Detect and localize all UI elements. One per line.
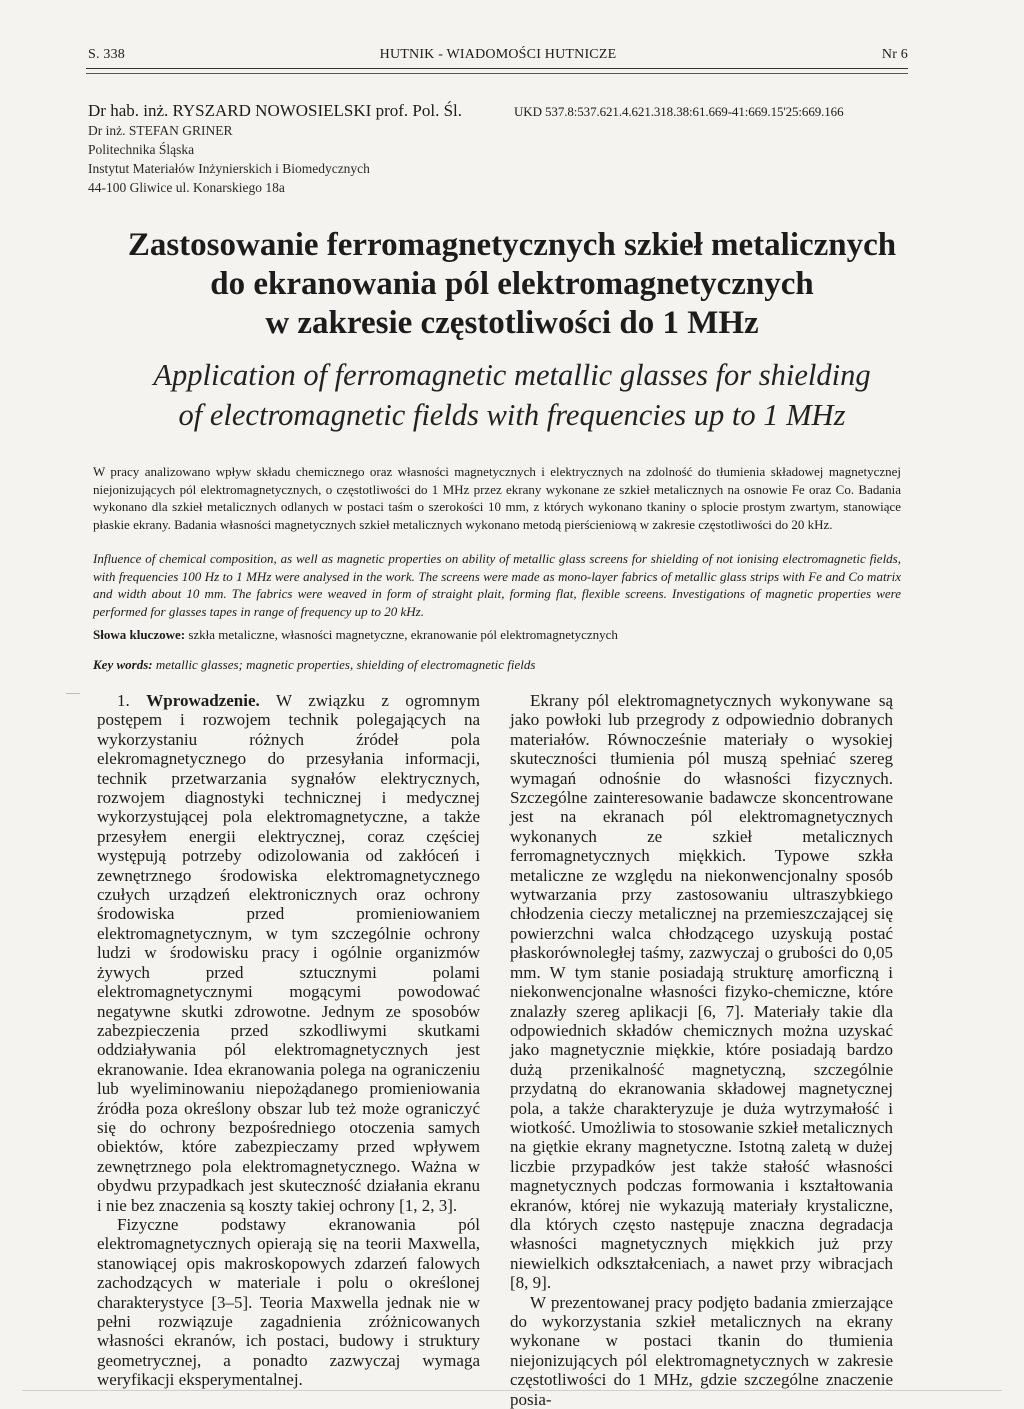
keywords-polish (93, 626, 901, 644)
body-paragraph: W prezentowanej pracy podjęto badania zmierzające do wykorzystania szkieł metalicznych na ekrany wykonane w postaci tkanin do tłumienia niejonizujących pól elektromagnetycznych w zakresie częstotliwości do 1 MHz, gdzie szczególne znaczenie posia- (510, 1292, 893, 1409)
issue-number: Nr 6 (881, 47, 908, 62)
header-rule-top (86, 68, 908, 69)
keywords-polish-text: szkła metaliczne, własności magnetyczne, ekranowanie pól elektromagnetycznych (185, 627, 618, 642)
title-polish-line: Zastosowanie ferromagnetycznych szkieł metalicznych (127, 227, 897, 263)
page-number: S. 338 (88, 47, 125, 62)
title-english-line: Application of ferromagnetic metallic glasses for shielding (153, 358, 871, 392)
title-english-line: of electromagnetic fields with frequencies up to 1 MHz (178, 398, 846, 432)
paragraph-text: W związku z ogromnym postępem i rozwojem technik polegających na wykorzystaniu różnych źródeł pola elekromagnetycznego do przesyłania informacji, technik przetwarzania sygnałów elektrycznych, rozwojem diagnostyki technicznej i medycznej wykorzystującej pola elektromagnetyczne, a także przesyłem energii elektrycznej, coraz częściej występują potrzeby odizolowania od zakłóceń i zewnętrznego środowiska elektromagnetycznego czułych urządzeń elektronicznych oraz ochrony środowiska przed promieniowaniem elektromagnetycznym, w tym szczególnie ochrony ludzi w środowisku pracy i ogólnie organizmów żywych przed sztucznymi polami elektromagnetycznymi mogącymi powodować negatywne skutki zdrowotne. Jednym ze sposobów zabezpieczenia przed szkodliwymi skutkami oddziaływania pól elektromagnetycznych jest ekranowanie. Idea ekranowania polega na ograniczeniu lub wyeliminowaniu niepożądanego promieniowania źródła poza określony obszar lub też może ograniczyć się do ochrony bezpośredniego otoczenia samych obiektów, które zabezpieczamy przed wpływem zewnętrznego pola elektromagnetycznego. Ważna w obydwu przypadkach jest skuteczność działania ekranu i nie bez znaczenia są koszty takiej ochrony [1, 2, 3]. (97, 691, 481, 1215)
title-polish-line: do ekranowania pól elektromagnetycznych (210, 266, 814, 302)
section-number: 1. (117, 691, 130, 710)
title-english (88, 355, 936, 435)
page-bottom-edge (22, 1390, 1002, 1391)
body-column-right (510, 691, 893, 1409)
keywords-polish-label: Słowa kluczowe: (93, 627, 186, 642)
header-rule-bottom (86, 73, 908, 74)
udk-classification: UKD 537.8:537.621.4.621.318.38:61.669-41:669.15'25:669.166 (514, 104, 844, 119)
journal-title: HUTNIK - WIADOMOŚCI HUTNICZE (379, 47, 617, 62)
keywords-english (93, 656, 901, 674)
keywords-english-label: Key words: (93, 657, 153, 672)
body-paragraph: Ekrany pól elektromagnetycznych wykonywane są jako powłoki lub przegrody z odpowiednio dobranych materiałów. Równocześnie materiały o wysokiej skuteczności tłumienia pól muszą spełniać szereg wymagań odnośnie do własności fizycznych. Szczególne zainteresowanie badawcze skoncentrowane jest na ekranach pól elektromagnetycznych wykonanych ze szkieł metalicznych ferromagnetycznych miękkich. Typowe szkła metaliczne ze względu na niekonwencjonalny sposób wytwarzania przy zastosowaniu ultraszybkiego chłodzenia cieczy metalicznej na przemieszczającej się powierzchni walca chłodzącego uzyskują postać płaskorównoległej taśmy, zazwyczaj o grubości do 0,05 mm. W tym stanie posiadają strukturę amorficzną i niekonwencjonalne własności fizyko-chemiczne, które znalazły szereg aplikacji [6, 7]. Materiały takie dla odpowiednich składów chemicznych można uzyskać jako magnetycznie miękkie, które posiadają bardzo dużą przenikalność magnetyczną, szczególnie przydatną do ekranowania składowej magnetycznej pola, a także charakteryzuje je duża wytrzymałość i wiotkość. Umożliwia to stosowanie szkieł metalicznych na giętkie ekrany magnetyczne. Istotną zaletą w dużej liczbie przypadków jest także stałość własności magnetycznych podczas formowania i kształtowania ekranów, której nie wykazują materiały krystaliczne, dla których często następuje znaczna degradacja własności magnetycznych miękkich już przy niewielkich odkształceniach, a nawet przy wibracjach [8, 9]. (510, 691, 893, 1293)
affiliation-institute: Instytut Materiałów Inżynierskich i Biomedycznych (88, 161, 370, 176)
body-paragraph: Fizyczne podstawy ekranowania pól elektromagnetycznych opierają się na teorii Maxwella, stanowiącej opis makroskopowych zdarzeń falowych zachodzących w materiale i polu o określonej charakterystyce [3–5]. Teoria Maxwella jednak nie w pełni rozwiązuje zagadnienia zróżnicowanych własności ekranów, ich postaci, budowy i struktury geometrycznej, a ponadto zazwyczaj wymaga weryfikacji eksperymentalnej. (97, 1214, 480, 1390)
author-secondary: Dr inż. STEFAN GRINER (88, 123, 233, 138)
author-primary: Dr hab. inż. RYSZARD NOWOSIELSKI prof. Pol. Śl. (88, 101, 462, 120)
affiliation-address: 44-100 Gliwice ul. Konarskiego 18a (88, 180, 285, 195)
body-paragraph (97, 691, 480, 1215)
affiliation-university: Politechnika Śląska (88, 142, 195, 157)
title-polish (88, 226, 936, 343)
keywords-english-text: metallic glasses; magnetic properties, shielding of electromagnetic fields (152, 657, 536, 672)
abstract-polish: W pracy analizowano wpływ składu chemicznego oraz własności magnetycznych i elektrycznych na zdolność do tłumienia składowej magnetycznej niejonizujących pól elektromagnetycznych, o częstotliwości do 1 MHz przez ekrany wykonane ze szkieł metalicznych na osnowie Fe oraz Co. Badania wykonano dla szkieł metalicznych odlanych w postaci taśm o szerokości 10 mm, z których wykonano tkaniny o splocie prostym zwartym, stanowiące płaskie ekrany. Badania własności magnetycznych szkieł metalicznych wykonano metodą pierścieniową w zakresie częstotliwości do 20 kHz. (93, 464, 901, 532)
abstract-english: Influence of chemical composition, as well as magnetic properties on ability of metallic glass screens for shielding of not ionising electromagnetic fields, with frequencies 100 Hz to 1 MHz were analysed in the work. The screens were made as mono-layer fabrics of metallic glass strips with Fe and Co matrix and width about 10 mm. The fabrics were weaved in form of straight plait, forming flat, flexible screens. Investigations of magnetic properties were performed for glasses tapes in range of frequency up to 20 kHz. (93, 551, 901, 619)
margin-mark (66, 693, 80, 694)
section-title: Wprowadzenie. (146, 691, 260, 710)
author-block (88, 101, 518, 197)
title-polish-line: w zakresie częstotliwości do 1 MHz (265, 305, 759, 341)
body-column-left (97, 691, 480, 1390)
